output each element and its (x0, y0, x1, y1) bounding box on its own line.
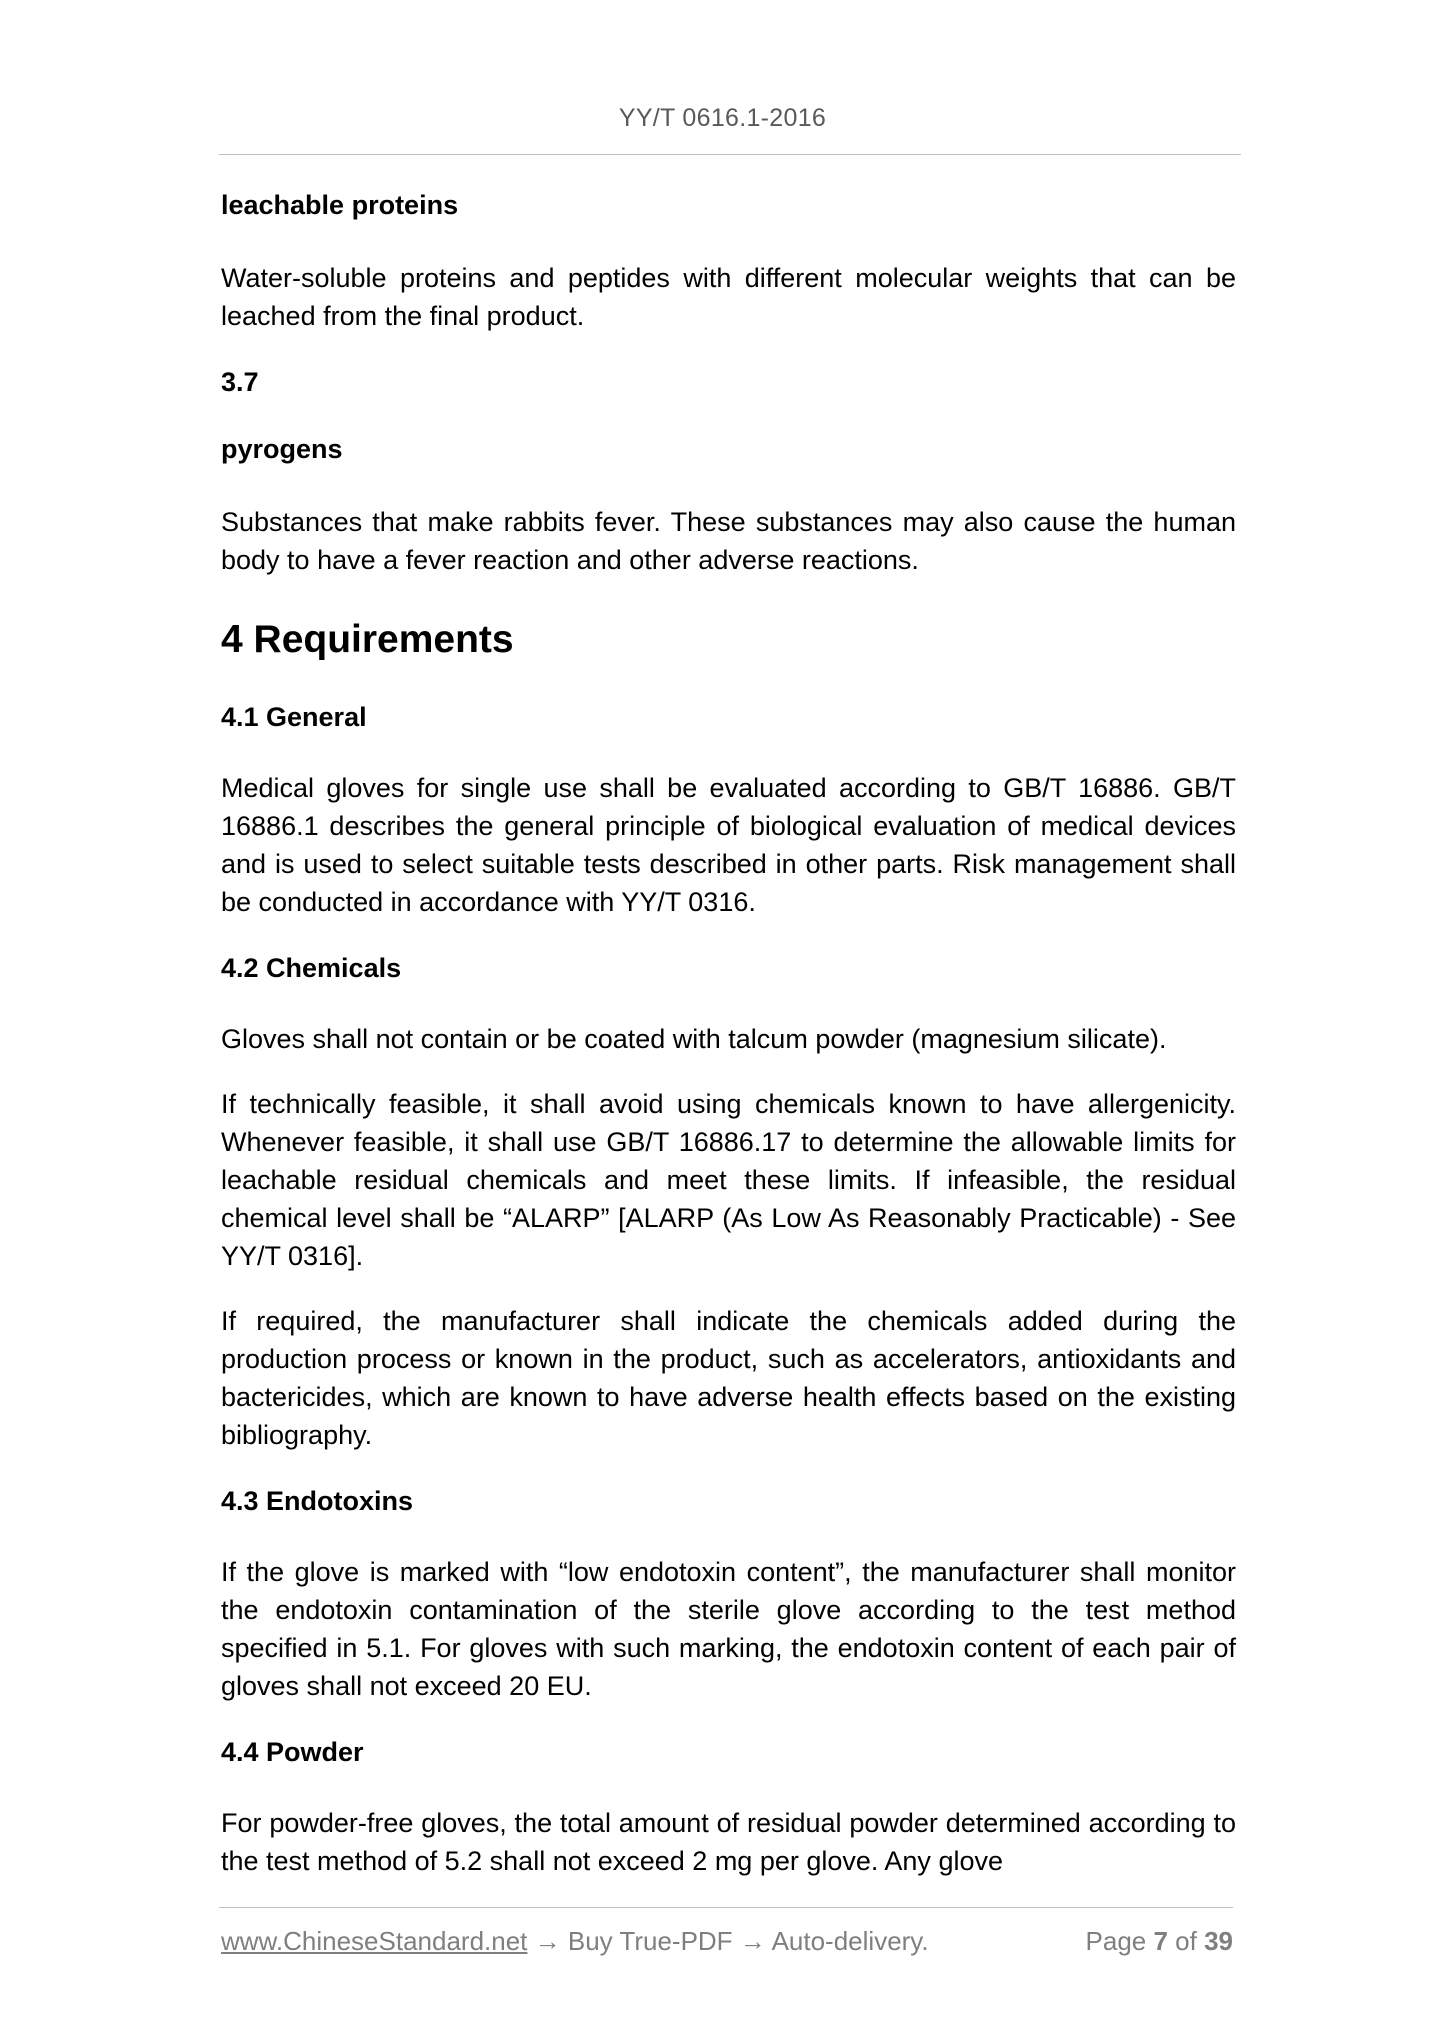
clause-number-3-7: 3.7 (221, 367, 259, 397)
header-divider (219, 154, 1241, 155)
page-of-label: of (1167, 1926, 1205, 1956)
page-number (1086, 1926, 1233, 1957)
website-link[interactable]: www.ChineseStandard.net (221, 1926, 528, 1956)
current-page: 7 (1153, 1926, 1168, 1956)
subsection-heading-endotoxins: 4.3 Endotoxins (221, 1486, 414, 1516)
footer-divider (219, 1907, 1233, 1908)
subsection-heading-chemicals: 4.2 Chemicals (221, 953, 402, 983)
footer-promo (221, 1926, 929, 1957)
page-content (221, 185, 1236, 1907)
subsection-heading-general: 4.1 General (221, 702, 367, 732)
paragraph-chemicals-manufacturer: If required, the manufacturer shall indicate the chemicals added during the production process or known in the product, such as accelerators, antioxidants and bactericides, which are known to have adverse health effects based on the existing bibliography. (221, 1306, 1236, 1450)
running-header: YY/T 0616.1-2016 (618, 104, 827, 132)
paragraph-endotoxins: If the glove is marked with “low endotoxin content”, the manufacturer shall monitor the endotoxin contamination of the sterile glove according to the test method specified in 5.1. For gloves with such marking, the endotoxin content of each pair of gloves shall not exceed 20 EU. (221, 1557, 1236, 1701)
definition-leachable-proteins: Water-soluble proteins and peptides with different molecular weights that can be leached from the final product. (221, 263, 1236, 331)
definition-pyrogens: Substances that make rabbits fever. These substances may also cause the human body to have a fever reaction and other adverse reactions. (221, 507, 1236, 575)
section-heading-requirements: 4 Requirements (221, 618, 514, 661)
term-leachable-proteins: leachable proteins (221, 190, 459, 220)
paragraph-chemicals-allergenicity: If technically feasible, it shall avoid using chemicals known to have allergenicity. Whenever feasible, it shall use GB/T 16886.17 to determine the allowable limits for leachable residual chemicals and meet these limits. If infeasible, the residual chemical level shall be “ALARP” [ALARP (As Low As Reasonably Practicable) - See YY/T 0316]. (221, 1089, 1236, 1271)
footer-promo-text: → Buy True-PDF → Auto-delivery. (527, 1926, 929, 1956)
paragraph-chemicals-talcum: Gloves shall not contain or be coated with talcum powder (magnesium silicate). (221, 1024, 1167, 1054)
term-pyrogens: pyrogens (221, 434, 343, 464)
paragraph-powder: For powder-free gloves, the total amount of residual powder determined according to the test method of 5.2 shall not exceed 2 mg per glove. Any glove (221, 1808, 1236, 1876)
page-label: Page (1085, 1926, 1154, 1956)
paragraph-general: Medical gloves for single use shall be evaluated according to GB/T 16886. GB/T 16886.1 describes the general principle of biological evaluation of medical devices and is used to select suitable tests described in other parts. Risk management shall be conducted in accordance with YY/T 0316. (221, 773, 1236, 917)
total-pages: 39 (1204, 1926, 1233, 1956)
subsection-heading-powder: 4.4 Powder (221, 1737, 364, 1767)
